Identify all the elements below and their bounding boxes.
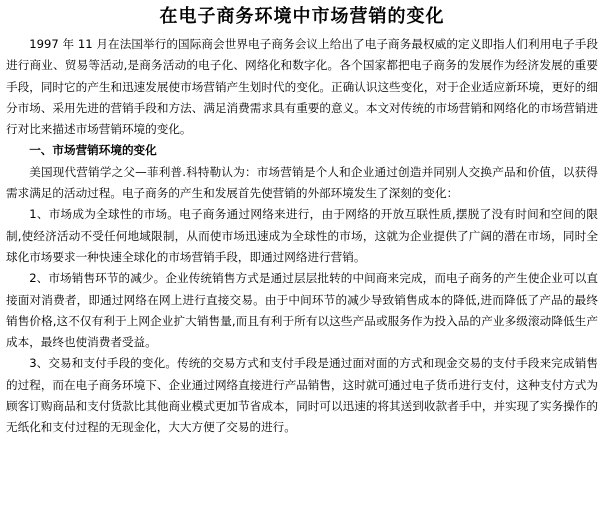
intro-paragraph: 1997 年 11 月在法国举行的国际商会世界电子商务会议上给出了电子商务最权威的定义即指人们利用电子手段进行商业、贸易等活动,是商务活动的电子化、网络化和数字化。各个国家都把电子商务的发展作为经济发展的重要手段，同时它的产生和迅速发展使市场营销产生划时代的变化。正确认识这些变化，对于企业适应新环境，更好的细分市场、采用先进的营销手段和方法、满足消费需求具有重要的意义。本文对传统的市场营销和网络化的市场营销进行对比来描述市场营销环境的变化。: [6, 37, 598, 137]
definition-paragraph: 美国现代营销学之父—菲利普.科特勒认为：市场营销是个人和企业通过创造并同别人交换产品和价值，以获得需求满足的活动过程。电子商务的产生和发展首先使营销的外部环境发生了深刻的变化：: [6, 164, 598, 201]
point-3-paragraph: 3、交易和支付手段的变化。传统的交易方式和支付手段是通过面对面的方式和现金交易的支付手段来完成销售的过程，而在电子商务环境下、企业通过网络直接进行产品销售，这时就可通过电子货币进行支付，这种支付方式为顾客订购商品和支付货款比其他商业模式更加节省成本，同时可以迅速的将其送到收款者手中，并实现了实务操作的无纸化和支付过程的无现金化，大大方便了交易的进行。: [6, 356, 598, 435]
point-1-paragraph: 1、市场成为全球性的市场。电子商务通过网络来进行，由于网络的开放互联性质,摆脱了没有时间和空间的限制,使经济活动不受任何地域限制，从而使市场迅速成为全球性的市场，这就为企业提供了广阔的潜在市场，同时全球化市场要求一种快速全球化的市场营销手段，即通过网络进行营销。: [6, 207, 598, 264]
section-heading: 一、市场营销环境的变化: [29, 143, 157, 158]
point-2-paragraph: 2、市场销售环节的减少。企业传统销售方式是通过层层批转的中间商来完成，而电子商务的产生使企业可以直接面对消费者，即通过网络在网上进行直接交易。由于中间环节的减少导致销售成本的降低,进而降低了产品的最终销售价格,这不仅有利于上网企业扩大销售量,而且有利于所有以这些产品或服务作为投入品的产业多级滚动降低生产成本，最终也使消费者受益。: [6, 271, 598, 350]
document-title: 在电子商务环境中市场营销的变化: [159, 6, 445, 27]
